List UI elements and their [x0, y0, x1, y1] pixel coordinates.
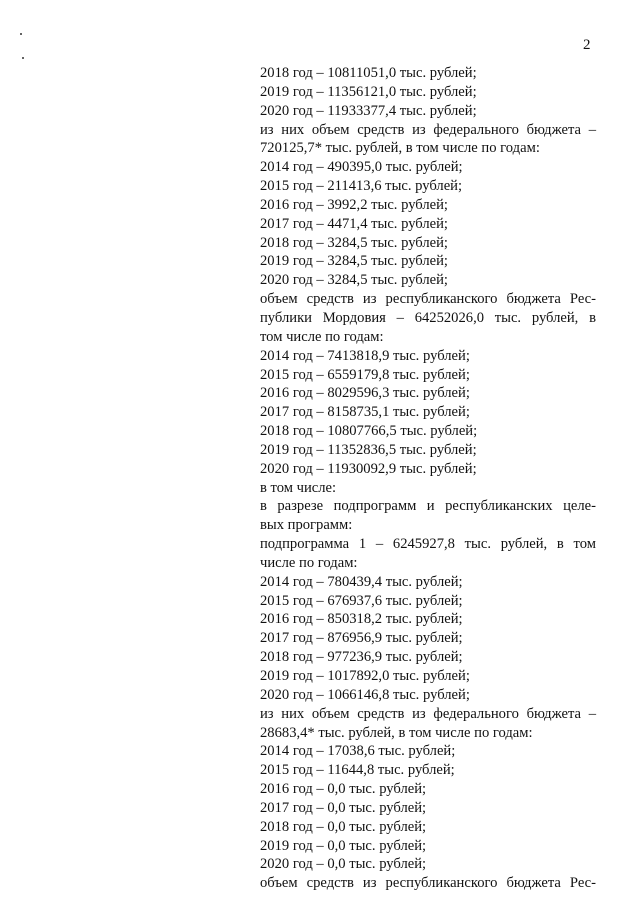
text-line: 720125,7* тыс. рублей, в том числе по годам: — [260, 140, 540, 157]
text-line: подпрограмма 1 – 6245927,8 тыс. рублей, в том — [260, 536, 596, 553]
text-line: 2014 год – 780439,4 тыс. рублей; — [260, 573, 463, 590]
text-line: из них объем средств из федерального бюджета – — [260, 121, 596, 138]
text-line: 2020 год – 11933377,4 тыс. рублей; — [260, 102, 477, 119]
text-line: 2019 год – 3284,5 тыс. рублей; — [260, 253, 448, 270]
text-line: объем средств из республиканского бюджета Рес- — [260, 875, 596, 892]
text-line: 2019 год – 11352836,5 тыс. рублей; — [260, 441, 477, 458]
text-line: 2014 год – 490395,0 тыс. рублей; — [260, 159, 463, 176]
page-number: 2 — [583, 37, 591, 53]
text-line: 2019 год – 0,0 тыс. рублей; — [260, 837, 427, 854]
text-line: 2015 год – 211413,6 тыс. рублей; — [260, 178, 463, 195]
text-line: 28683,4* тыс. рублей, в том числе по годам: — [260, 724, 533, 741]
text-line: в том числе: — [260, 479, 337, 496]
text-line: 2020 год – 0,0 тыс. рублей; — [260, 856, 427, 873]
text-line: 2017 год – 0,0 тыс. рублей; — [260, 799, 427, 816]
text-line: объем средств из республиканского бюджета Рес- — [260, 291, 596, 308]
text-line: вых программ: — [260, 517, 353, 534]
scan-speck — [20, 33, 22, 35]
text-line: 2018 год – 10807766,5 тыс. рублей; — [260, 423, 478, 440]
text-line: 2014 год – 7413818,9 тыс. рублей; — [260, 347, 470, 364]
text-line: 2015 год – 6559179,8 тыс. рублей; — [260, 366, 470, 383]
text-line: 2015 год – 676937,6 тыс. рублей; — [260, 592, 463, 609]
text-line: 2017 год – 4471,4 тыс. рублей; — [260, 215, 448, 232]
text-line: 2020 год – 11930092,9 тыс. рублей; — [260, 460, 477, 477]
text-line: 2017 год – 8158735,1 тыс. рублей; — [260, 404, 470, 421]
text-line: том числе по годам: — [260, 328, 384, 345]
text-line: 2018 год – 10811051,0 тыс. рублей; — [260, 65, 477, 81]
text-line: 2017 год – 876956,9 тыс. рублей; — [260, 630, 463, 647]
text-line: 2016 год – 3992,2 тыс. рублей; — [260, 196, 448, 213]
text-line: 2016 год – 0,0 тыс. рублей; — [260, 781, 427, 798]
text-line: в разрезе подпрограмм и республиканских целе- — [260, 498, 596, 515]
text-line: 2016 год – 850318,2 тыс. рублей; — [260, 611, 463, 628]
text-line: 2019 год – 11356121,0 тыс. рублей; — [260, 83, 477, 100]
text-line: 2020 год – 3284,5 тыс. рублей; — [260, 272, 448, 289]
text-line: 2016 год – 8029596,3 тыс. рублей; — [260, 385, 470, 402]
text-line: числе по годам: — [260, 554, 358, 571]
text-line: 2018 год – 3284,5 тыс. рублей; — [260, 234, 448, 251]
scan-speck — [22, 57, 24, 59]
text-line: из них объем средств из федерального бюджета – — [260, 705, 596, 722]
text-line: 2015 год – 11644,8 тыс. рублей; — [260, 762, 455, 779]
document-body — [260, 64, 596, 893]
text-line: 2018 год – 0,0 тыс. рублей; — [260, 818, 427, 835]
text-line: 2020 год – 1066146,8 тыс. рублей; — [260, 686, 470, 703]
text-line: 2018 год – 977236,9 тыс. рублей; — [260, 649, 463, 666]
text-line: публики Мордовия – 64252026,0 тыс. рублей, в — [260, 309, 596, 326]
text-line: 2014 год – 17038,6 тыс. рублей; — [260, 743, 456, 760]
text-line: 2019 год – 1017892,0 тыс. рублей; — [260, 668, 470, 684]
